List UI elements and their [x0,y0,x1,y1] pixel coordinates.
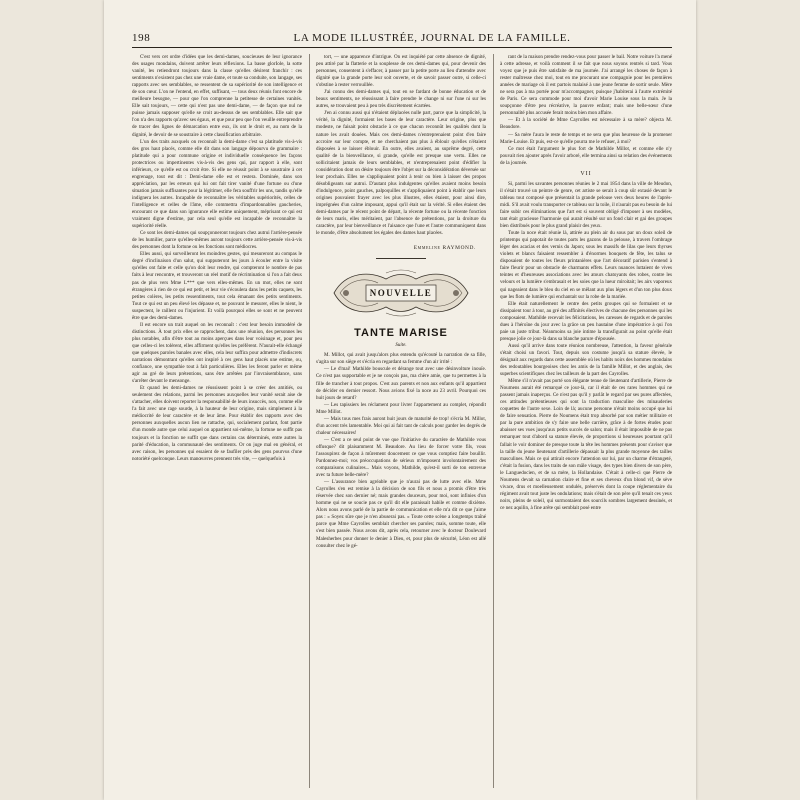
journal-title: LA MODE ILLUSTRÉE, JOURNAL DE LA FAMILLE. [293,32,571,44]
nouvelle-banner [326,265,476,321]
paragraph: Toute la noce était réunie là, attirée au plein air du sous par un doux soleil de printemps qui papotait de toutes parts les gazons de la pelouse, à travers l'ombrage léger des acacias et des vernis du Japon; sous les massifs de lilas que leurs thyrses violets et blancs faisaient ressembler à d'énormes bouquets de fête, les talus se disposaient de toutes les fleurs printanières que l'art décoratif parisien s'entend à faire fleurir pour un obstacle de charmants effets. Leurs nuances luttaient de vives teintes et d'heureuses associations avec les atours chatoyants des robes, contre les velours et la lumière s'embrasait et les soies que la lueur miroitait; les airs vaporeux qui nageaient dans le bleu du ciel en se mêlant aux plus légers et d'un ton plus doux que les flots de lumière qui enchantait sur la robe de la mariée. [500,230,672,300]
paragraph: rant de la maison prendre rendez-vous pour passer le bail. Notre voiture l'a mené à cette adresse, et voilà comment il se fait que nous soyons rentrés si tard. Vous voyez que je puis être satisfaite de ma journée. J'ai arrangé les choses de façon à rester maîtresse chez moi, tout en me procurant une compagnie pour les premières années de mariage où il est partois malaisé à une jeune femme de sortir seule. Mère ne sera pas à ma portée pour m'accompagner, puisque j'habiterai à l'autre extrémité de Paris. Ce sera commode pour moi d'avoir Marie Louise sous la main. Je la soupçonne d'être peu récréative, la pauvre enfant; mais une belle-sœur d'une personnalité plus accusée ferait moins bien mon affaire. [500,54,672,117]
story-subtitle: Suite. [395,343,407,349]
chapter-number: VII [580,170,592,177]
paragraph: — Les tapissiers les réclament pour livrer l'appartement au complet, répondit Mme Millot. [316,401,486,415]
paragraph: C'est vers cet ordre d'idées que les demi-dames, soucieuses de leur ignorance des usages mondains, doivent arrêter leurs réflexions. La basse glorIole, la sotte vanité, les retiendront toujours dans la classe qu'elles désirent franchir : ces sentiments n'existent pas chez une vraie dame, et toute sa conduite, son langage, ses rapports avec ses semblables, se ressentent de sa supériorité de son intelligence et de son cœur. L'on ne l'entend, en effet, suffisant, — tous deux réunis font encore de meilleure besogne, — pour que l'on comprenne la petitesse de certaines vanités. Elle sait toujours, — cette qui n'est pas une demi-dame, — de façon que nul ne puisse jamais supposer qu'elle se croit au-dessus de ses semblables. Elle sait que l'on n'a des rapports qu'avec ses égaux, et que pour peu que l'on veuille entreprendre de tracer des lignes de démarcation entre eux, ils ont le droit et, au nom de la dignité, le devoir de se soustraire à cette classification arbitraire. [132,54,302,138]
paragraph: Aussi qu'il arrive dans toute réunion nombreuse, l'attention, la faveur générale s'était choisi un favori. Tout, depuis son costume jusqu'à sa stature élevée, le désignait aux regards dans cette assemblée où les habits noirs des hommes mondains des redoutables bourgeoises chez les amis de la famille Millot, et des anglais, des superbes scientifiques chez les tailleurs de la part des Cayrolles. [500,342,672,378]
paragraph: Il est encore un trait auquel on les reconnaît : c'est leur besoin immodéré de distinctions. À tout prix elles se rapprochent, dans une réunion, des personnes les plus notables, afin d'être tout au moins aperçues dans leur voisinage et, pour peu que celles-ci les tolèrent, elles affirment qu'elles les préfèrent. N'aurait-elle échangé que quelques paroles banales avec elles, cela leur suffira pour admettre d'indiscrets narrations démontrant qu'elles ont inspiré à ces gens haut placés une estime, ou, confiance, une sympathie tout à fait particulières. Elles les feront parler et même agir au gré de leurs prétentions, sans être arrêtées par l'invraisemblance, sans s'arrêter devant le mensonge. [132,321,302,385]
paragraph: M. Millot, qui avait jusqu'alors plus entendu qu'écouté la narration de sa fille, s'agita sur son siège et s'écria en regardant sa femme d'un air irrité : [316,352,486,366]
paragraph: — C'est a ce seul point de vue que l'initiative du caractère de Mathilde vous offusque? dit plaisamment M. Beaudore. Au lieu de forcer votre fils, vous l'assoupirez de façon à mûrement doucement ce que vous comptiez faire bouillir. Pardonnez-moi; vos préoccupations de sérieux m'imposent involontairement des comparaisons culinaires... Mais voyons, Mathilde, qu'est-il sorti de ton entrevue avec ta future belle-mère? [316,436,486,479]
page-header [132,32,672,46]
page [104,0,696,800]
paragraph: — Et à la société de Mme Cayrolles est nécessaire à sa mère? objecta M. Beaudore. [500,117,672,131]
section-divider [376,258,426,259]
paragraph: J'en ai connu aussi qui n'étaient déplacées nulle part, parce que la simplicité, la vérité, la dignité, formaient les bases de leur caractère. Leur origine, plus que modeste, ne faisait point obstacle à ce que chacun reconnût les qualités dont la nature les avait douées. Mais ces demi-dames n'entreprenaient point d'en faire accroire sur leur compte, et ne cherchaient pas plus à éblouir qu'elles n'étaient disposées à se laisser éblouir. En outre, elles avaient, au suprême degré, cette qualité de la bienveillance, si grande, qu'elle est presque une vertu. Elles ne sollicitaient jamais de leurs semblables, et n'entreprenaient point d'édifier la considération dont on désire toujours être l'objet sur la déconsidération déversée sur leur prochain. Elles ne s'appliquaient point à tenir ou bien à laisser des propos désobligeants sur autrui. D'autant plus indulgentes qu'elles avaient moins besoin d'indulgence, point gauches, palpoquilles et s'appliquaient point à établir que leurs origines pouvaient frayer avec les plus illustres, elles étaient, pour ainsi dire, imprégnées d'un calme imposant, appui qu'il était sur la vérité. Si elles étaient des demi-dames par le récent point de départ, la récente fortune ou la récente fonction de leurs maris, elles méritaient, par l'absence de prétentions, par la droiture du caractère, par leur bienveillance et l'aisance que l'une et l'autre communiquent dans le monde, d'être absolument les égales des dames haut placées. [316,110,486,237]
column-2 [316,54,486,789]
paragraph: Et quand les demi-dames ne réussissent point à se créer des amitiés, ou seulement des relations, parmi les personnes auxquelles leur vanité serait aise de s'attacher, elles doivent reporter la responsabilité de leurs insuccès, non, comme elle l'a fait avec une rage sourde, à la hauteur de leur origine, mais simplement à la médiocrité de leur caractère et de leur âme. Pour établir des rapports avec des personnes auxquelles aucun lien ne rattache, qui, socialement parlant, font partie d'un monde autre que celui auquel on appartient soi-même, la fortune ne suffit pas toujours et la fonction ne suffit que dans certains cas déterminés, entre autres la parité d'éducation, la communauté des sentiments. Or on juge mal en général, et avec raison, les personnes qui essaient de se faufiler près des gens pourvus d'une notoriété quelconque. Leurs manœuvres prennent très vite, — quelquefois à [132,385,302,462]
paragraph: — Mais tous mes frais auront huit jours de maturité de trop! s'écria M. Millot, d'un accent très lamentable. Moi qui ai fait tant de calculs pour garder les degrés de chaleur nécessaires! [316,415,486,436]
column-3 [500,54,672,789]
column-divider [309,54,310,788]
paragraph: J'ai connu des demi-dames qui, tout en se fardant de bonne éducation et de beaux sentiments, ne réussissant à faire prendre le change ni sur l'une ni sur les autres, se trouvaient peu à peu très discrètement écartées. [316,89,486,110]
paragraph: Si, parmi les savantes personnes réunies le 2 mai 1854 dans la ville de Meudon, il s'était trouvé un peintre de genre, cet artiste se serait à coup sûr extasié devant le tableau tout composé que présentait la grande pelouse vers deux heures de l'après-midi. S'il avait voulu transporter ce tableau sur la toile, il n'aurait pas eu besoin de lui faire subir ces éliminations que l'art est si souvent obligé d'imposer à ses modèles, tant était gracieuse l'harmonie qui aurait résulté sur un fond clair et gai des groupes bien distribués pour le plus grand plaisir des yeux. [500,180,672,230]
header-rule [132,47,672,48]
paragraph: — L'assurance bien agréable que je n'aurai pas de lutte avec elle. Mme Cayrolles s'en est remise à la décision de son fils et nous a promis d'être très réservée chez son dernier né; mais grandes douceurs, pour moi, sont infinies d'un homme qui ne se soucie pas ce qu'il dit elle paraissait habile et comme dixième. Alors nous avons parlé de la partie de communication et elle m'a dit ce que j'aime pas : « Soyez sûre que je n'en abuserai pas. » Toute cette scène a longtemps traîné parce que Mme Cayrolles semblait chercher ses paroles; mais, somme toute, elle s'est bien passée. Nous avons dit, après cela, retourner avec le docteur Doulevard Malesherbes pour donner le denier à Dieu, et, pour plus de sécurité, Léon est allé consulter chez le gé- [316,479,486,549]
paragraph: — Sa mère l'aura le reste de temps et ne sera que plus heureuse de la promener Marie-Louise. Et puis, est-ce qu'elle pourra me le refuser, à moi? [500,131,672,145]
column-1 [132,54,302,789]
page-number: 198 [132,32,151,44]
paragraph: L'un des traits auxquels on reconnaît la demi-dame c'est sa platitude vis-à-vis des gros haut placés, comme elle dit dans son langage dépourvu de grammaire : platitude qui a pour commune origine et individuelle conséquence les façons protectrices ou impertinentes vis-à-vis des gens qui, par rapport à elle, sont inférieurs, ce qu'elle est ou croit être. Si elle ne réussit point à se soustraire à cet engrenage, tout est dit : Demi-dame elle est et restera. Dominée, dans son appréciation, par les erreurs qui lui ont fait tirer vanité d'une fortune ou d'une situation jamais suffisantes pour la légitimer, elle fera souffrir les uns, tandis qu'elle indignera les autres. Incapable de reconnaître les véritables supériorités, celles de l'intelligence et celles de l'âme, elle commettra d'impardonnables gaucheries, encourant ce que dans son ignorance elle estime uniquement, méprisant ce qui est vraiment digne d'estime, par cela seul qu'elle est incapable de reconnaître la supériorité réelle. [132,138,302,230]
column-divider [493,54,494,788]
story-title: TANTE MARISE [354,327,448,340]
author-signature: Emmeline RAYMOND. [413,245,476,252]
paragraph: tort, — une apparence d'intrigue. On est inquiété par cette absence de dignité, peu attiré par la flatterie et la souplesse de ces demi-dames qui, pour devenir des personnes, consentent à s'effacer, à passer par la petite porte au lieu d'attendre avec dignité que la grande porte leur soit ouverte, et de savoir passer outre, si celle-ci s'obstine à rester verrouillée. [316,54,486,89]
paragraph: Ce mot était l'argument le plus fort de Mathilde Millot, et comme elle n'y pouvait rien ajouter après l'avoir arboré, elle termina ainsi sa relation des événements de la journée. [500,145,672,166]
paragraph: — Le d'mai! Mathilde bouscule et dérange tout avec une désinvolture inouïe. Ce n'est pas supportable et je ne conçois pas, ma chère amie, que tu permettes à la fille de trancher à tout propos. C'est aux parents et non aux enfants qu'il appartient de décider en dernier ressort. Nous avions fixé la noce au 23 avril. Pourquoi ces huit jours de retard? [316,366,486,401]
paragraph: Elles aussi, qui surveilleront les moindres gestes, qui mesureront au compas le degré d'inclinaison d'un salut, qui supputeront les jours à écouler entre la visite qu'elles ont faite et celle qu'on doit leur rendre, qui compteront le nombre de pas faits à leur rencontre, et trouveront un réel motif de récrimination si l'on a fait deux pas de plus vers Mme L*** que vers elles-mêmes. En un mot, elles ne sont étrangères à rien de ce qui est petit, et leur vie s'écoulera dans les petits caquets, les petites colères, les petits ressentiments, tout cela émanant des petits sentiments. Tout ce qui est un peu élevé les dépasse et, ne pouvant le mesurer, elles le nient, le suspectent, le raillent ou l'injurient. Et voilà pourquoi elles se sont et ne peuvent être que des demi-dames. [132,251,302,321]
banner-label: NOUVELLE [369,288,433,299]
paragraph: Ce sont les demi-dames qui soupçonneront toujours chez autrui l'arrière-pensée de les humilier, parce qu'elles-mêmes auront toujours cette arrière-pensée vis-à-vis des personnes dont la fortune ou les fonctions sont médiocres. [132,230,302,251]
paragraph: Même s'il n'avait pas porté son élégante tenue de lieutenant d'artillerie, Pierre de Noumens aurait été remarqué ce jour-là, car il était de ces rares hommes qui ne passent jamais inaperçus. Ce n'est pas qu'il y parlât le regard par ses pures affectées, ces attitudes prétentieuses qui sont la traduction masculine des minauderies coquettes de l'autre sexe. Loin de là; aucune personne n'était moins occupé que lui de faire sensation. Pierre de Noumens était trop absorbé par son métier militaire et par la pure ambition de s'y faire une belle carrière, grâce à de fortes études pour abaisser ses vues jusqu'aux petits succès de salon; mais il était impossible de ne pas remarquer tout d'abord sa stature élevée, de proportions si heureuses pourtant qu'il fallait le voir dominer de presque toute la tête les hommes présents pour s'aviser que la taille du jeune lieutenant d'artillerie dépassait la plus grande moyenne des tailles masculines. Mais ce qui attirait encore l'attention sur lui, par un charme d'étrangeté, c'était la fusion, dans les traits de son mâle visage, des types bien divers de son père, le Languedocien, et de sa mère, la Hollandaise. C'était à celle-ci que Pierre de Noumens devait sa carnation claire et fine et ses cheveux d'un blond vif, de sève vivace, drus et moelleusement ondulés, préservés dont la coupe réglementaire du régiment avait tout juste les ondulations; mais s'était de son père qu'il tenait ces yeux noirs, pleins de soleil, qui surmontaient des sourcils sombres largement dessinés, et ce nez aquilin, à fine arête qui semblait posé entre [500,378,672,511]
paragraph: Elle était naturellement le centre des petits groupes qui se formaient et se dissipaient tour à tour, au gré des affinités électives de chacune des personnes qui les composaient. Mathilde recevait les félicitations, les caresses de regards et de paroles dues à l'héroïne du jour avec la grâce un peu hautaine d'une impératrice à qui l'on paie un juste tribut. Néanmoins sa joie intime la transfigurait au point qu'elle était presque jolie ce jour-là dans sa blanche parure d'épousée. [500,300,672,342]
